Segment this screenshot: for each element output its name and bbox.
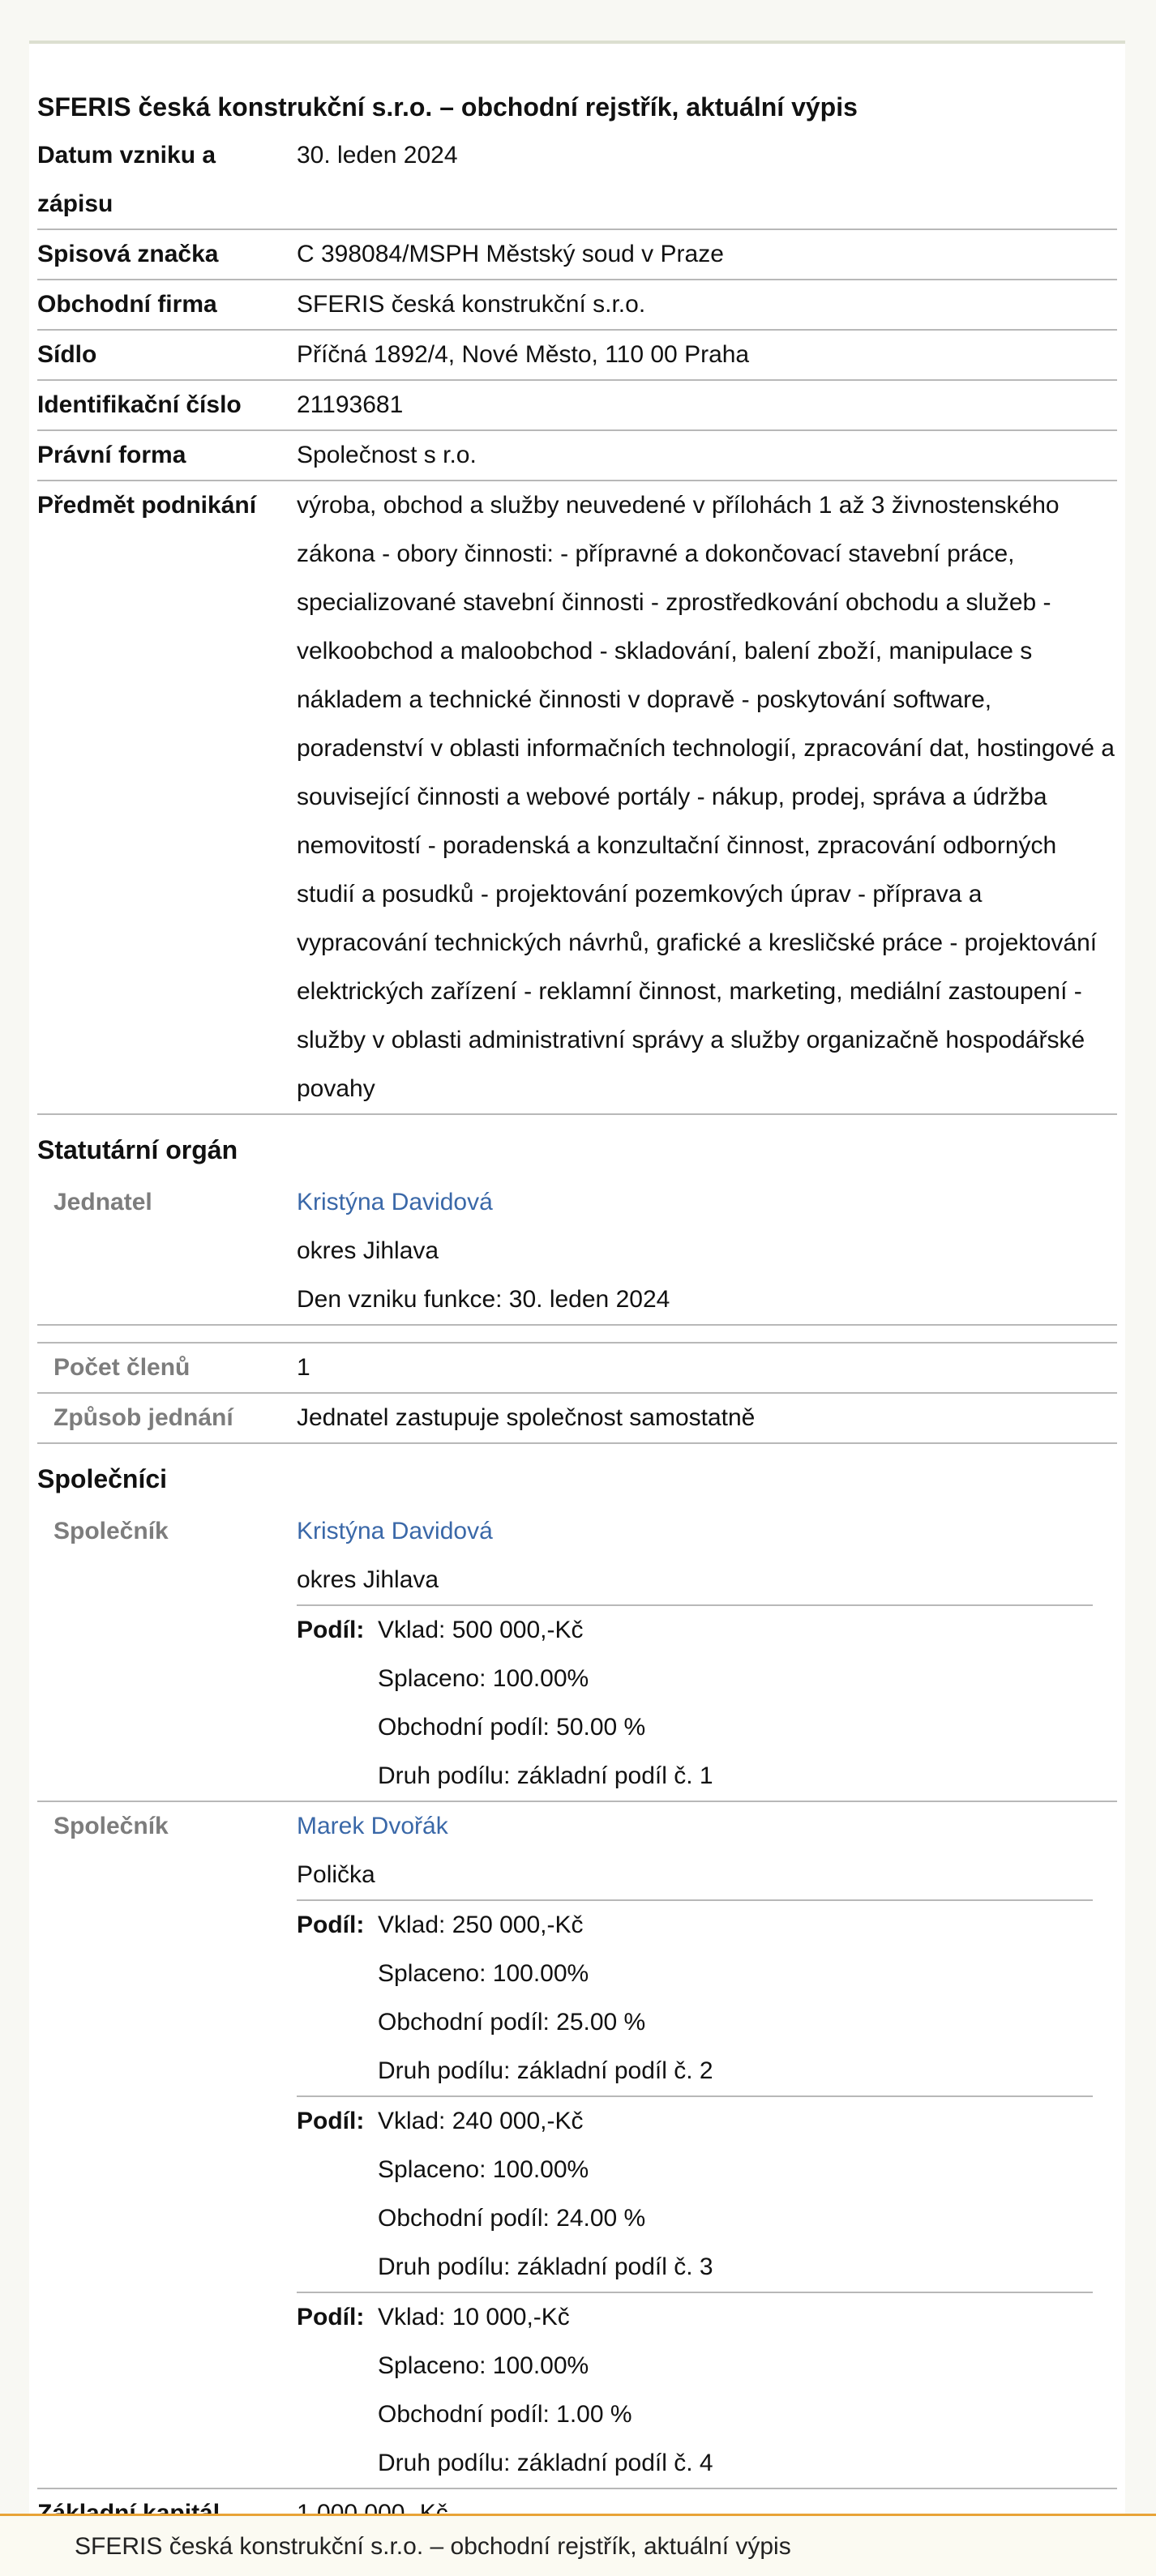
spolecnik-place: Polička bbox=[297, 1861, 375, 1888]
value-spisova-znacka: C 398084/MSPH Městský soud v Praze bbox=[297, 241, 724, 267]
podil-block bbox=[297, 1899, 1093, 2095]
label-identifikacni-cislo: Identifikační číslo bbox=[37, 391, 242, 418]
row-spisova-znacka bbox=[37, 230, 1117, 280]
podil-block bbox=[297, 2292, 1093, 2488]
podil-splaceno: Splaceno: 100.00% bbox=[378, 2352, 589, 2379]
label-pravni-forma: Právní forma bbox=[37, 442, 186, 468]
heading-statutarni-organ: Statutární orgán bbox=[37, 1135, 238, 1164]
podil-block bbox=[297, 2095, 1093, 2292]
spolecnik-name-link[interactable]: Kristýna Davidová bbox=[297, 1518, 493, 1544]
register-extract bbox=[29, 41, 1125, 2540]
podil-druh: Druh podílu: základní podíl č. 1 bbox=[378, 1762, 713, 1789]
row-identifikacni-cislo bbox=[37, 381, 1117, 431]
row-datum-vzniku bbox=[37, 131, 1117, 230]
podil-druh: Druh podílu: základní podíl č. 4 bbox=[378, 2450, 713, 2476]
spolecnik-name-link[interactable]: Marek Dvořák bbox=[297, 1813, 448, 1839]
podil-label: Podíl: bbox=[297, 1912, 365, 1938]
label-zpusob-jednani: Způsob jednání bbox=[54, 1404, 233, 1431]
spolecnik-place: okres Jihlava bbox=[297, 1566, 439, 1593]
label-spolecnik: Společník bbox=[54, 1518, 169, 1544]
value-zpusob-jednani: Jednatel zastupuje společnost samostatně bbox=[297, 1404, 756, 1431]
heading-spolecnici: Společníci bbox=[37, 1464, 168, 1493]
value-obchodni-firma: SFERIS česká konstrukční s.r.o. bbox=[297, 291, 646, 318]
label-spolecnik: Společník bbox=[54, 1813, 169, 1839]
jednatel-okres: okres Jihlava bbox=[297, 1237, 439, 1264]
podil-vklad: Vklad: 240 000,-Kč bbox=[378, 2108, 584, 2134]
label-jednatel: Jednatel bbox=[54, 1189, 152, 1215]
row-jednatel bbox=[37, 1178, 1117, 1326]
row-zpusob-jednani bbox=[37, 1394, 1117, 1444]
value-pravni-forma: Společnost s r.o. bbox=[297, 442, 477, 468]
label-sidlo: Sídlo bbox=[37, 341, 97, 368]
label-pocet-clenu: Počet členů bbox=[54, 1354, 191, 1381]
label-datum-vzniku: Datum vzniku a zápisu bbox=[37, 142, 216, 217]
podil-obchodni: Obchodní podíl: 25.00 % bbox=[378, 2009, 646, 2036]
podil-label: Podíl: bbox=[297, 2304, 365, 2330]
value-identifikacni-cislo: 21193681 bbox=[297, 391, 404, 418]
label-spisova-znacka: Spisová značka bbox=[37, 241, 219, 267]
divider bbox=[37, 1326, 1117, 1344]
row-predmet-podnikani bbox=[37, 481, 1117, 1115]
podil-vklad: Vklad: 10 000,-Kč bbox=[378, 2304, 570, 2330]
podil-label: Podíl: bbox=[297, 1617, 365, 1643]
row-obchodni-firma bbox=[37, 280, 1117, 331]
label-obchodni-firma: Obchodní firma bbox=[37, 291, 217, 318]
footer-bar bbox=[0, 2514, 1156, 2576]
podil-druh: Druh podílu: základní podíl č. 3 bbox=[378, 2253, 713, 2280]
podil-druh: Druh podílu: základní podíl č. 2 bbox=[378, 2057, 713, 2084]
podil-label: Podíl: bbox=[297, 2108, 365, 2134]
podil-vklad: Vklad: 500 000,-Kč bbox=[378, 1617, 584, 1643]
jednatel-den-vzniku-funkce: Den vzniku funkce: 30. leden 2024 bbox=[297, 1286, 670, 1313]
podil-obchodni: Obchodní podíl: 1.00 % bbox=[378, 2401, 632, 2428]
row-spolecnik bbox=[37, 1507, 1117, 1802]
page-title: SFERIS česká konstrukční s.r.o. – obchodní rejstřík, aktuální výpis bbox=[37, 92, 858, 122]
value-datum-vzniku: 30. leden 2024 bbox=[297, 142, 458, 169]
podil-splaceno: Splaceno: 100.00% bbox=[378, 2156, 589, 2183]
podil-splaceno: Splaceno: 100.00% bbox=[378, 1960, 589, 1987]
row-pocet-clenu bbox=[37, 1344, 1117, 1394]
podil-obchodni: Obchodní podíl: 50.00 % bbox=[378, 1714, 646, 1741]
value-sidlo: Příčná 1892/4, Nové Město, 110 00 Praha bbox=[297, 341, 750, 368]
value-predmet-podnikani: výroba, obchod a služby neuvedené v přílohách 1 až 3 živnostenského zákona - obory činnosti: - přípravné a dokončovací stavební práce, specializované stavební činnosti - zprostředkování obchodu a služeb - velkoobchod a maloobchod - skladování, balení zboží, manipulace s nákladem a technické činnosti v dopravě - poskytování software, poradenství v oblasti informačních technologií, zpracování dat, hostingové a související činnosti a webové portály - nákup, prodej, správa a údržba nemovitostí - poradenská a konzultační činnost, zpracování odborných studií a posudků - projektování pozemkových úprav - příprava a vypracování technických návrhů, grafické a kresličské práce - projektování elektrických zařízení - reklamní činnost, marketing, mediální zastoupení - služby v oblasti administrativní správy a služby organizačně hospodářské povahy bbox=[297, 492, 1115, 1102]
row-sidlo bbox=[37, 331, 1117, 381]
jednatel-name-link[interactable]: Kristýna Davidová bbox=[297, 1189, 493, 1215]
value-pocet-clenu: 1 bbox=[297, 1354, 310, 1381]
row-spolecnik bbox=[37, 1802, 1117, 2489]
podil-splaceno: Splaceno: 100.00% bbox=[378, 1665, 589, 1692]
podil-block bbox=[297, 1604, 1093, 1801]
podil-obchodni: Obchodní podíl: 24.00 % bbox=[378, 2205, 646, 2232]
footer-title: SFERIS česká konstrukční s.r.o. – obchodní rejstřík, aktuální výpis bbox=[75, 2533, 791, 2560]
label-predmet-podnikani: Předmět podnikání bbox=[37, 492, 257, 519]
podil-vklad: Vklad: 250 000,-Kč bbox=[378, 1912, 584, 1938]
row-pravni-forma bbox=[37, 431, 1117, 481]
